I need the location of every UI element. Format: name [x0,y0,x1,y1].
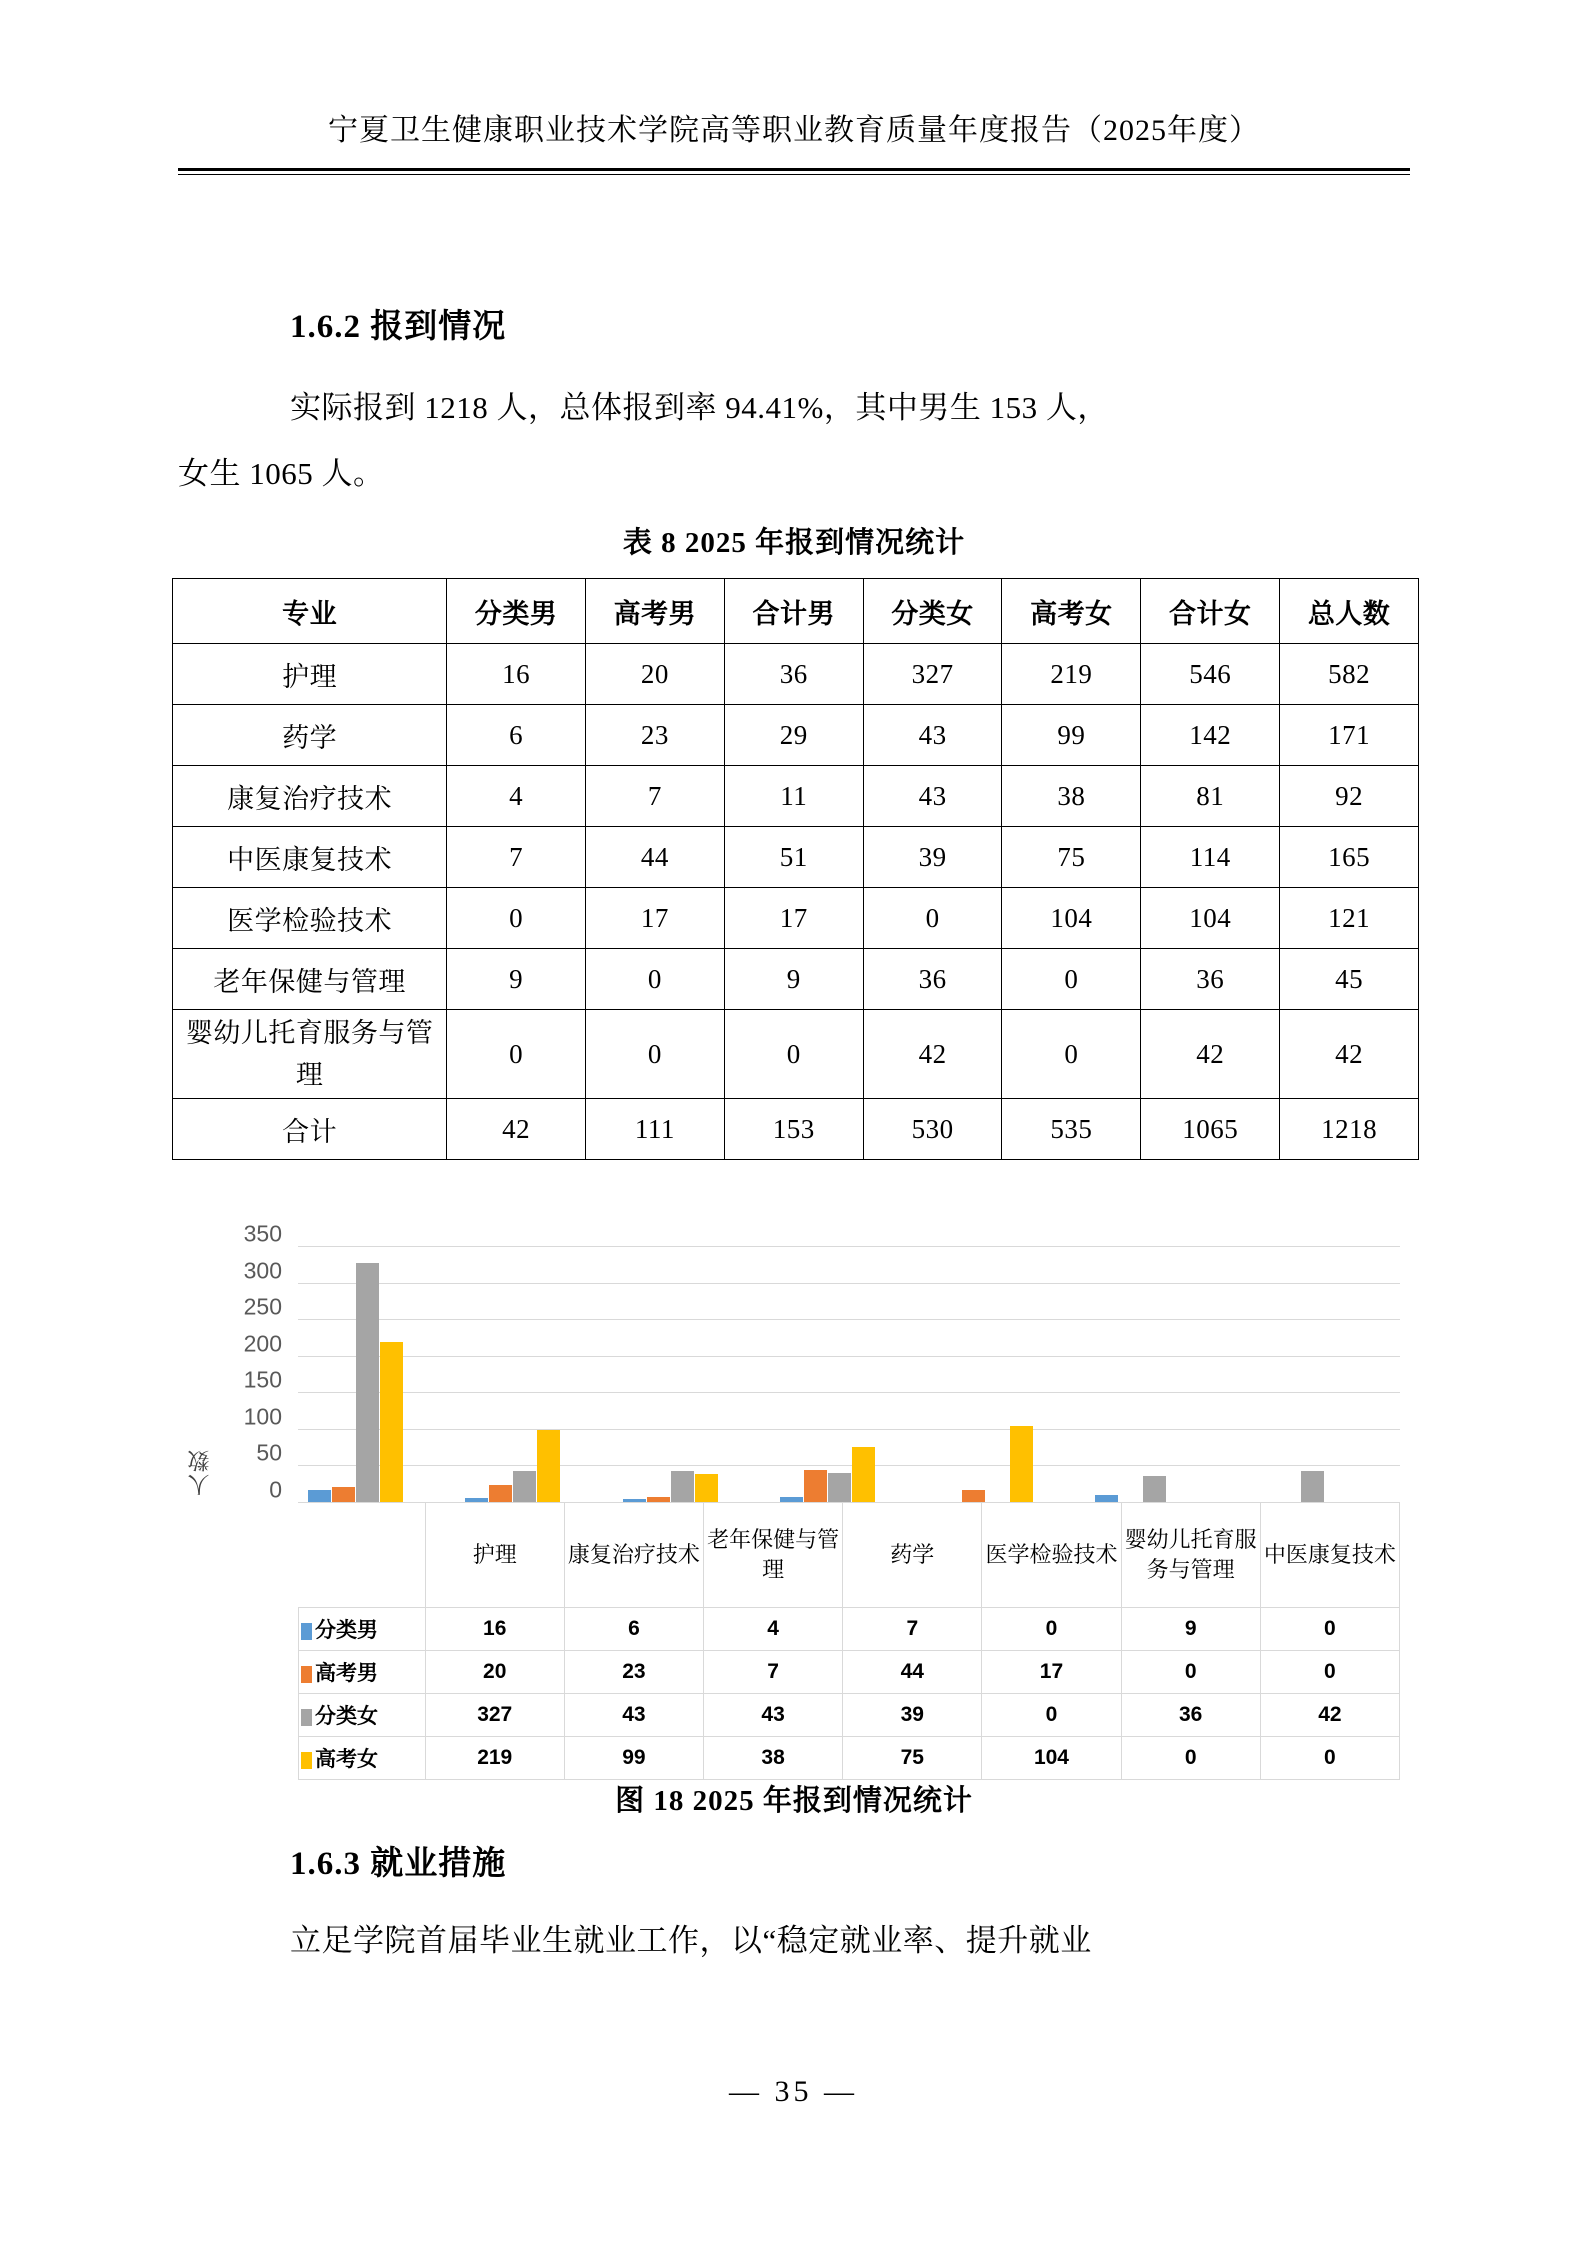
table-cell-value: 23 [586,705,725,766]
table-cell-value: 43 [863,766,1002,827]
table-cell-value: 114 [1141,827,1280,888]
table-cell-value: 171 [1280,705,1419,766]
figure-caption: 图 18 2025 年报到情况统计 [615,1785,973,1817]
running-header [178,112,1410,150]
table-cell-value: 0 [863,888,1002,949]
table-row [173,827,1419,888]
table-cell-value: 153 [724,1099,863,1160]
chart-data-cell: 9 [1121,1608,1260,1651]
table-cell-value: 0 [1002,1010,1141,1099]
chart-data-cell: 43 [564,1694,703,1737]
chart-data-cell: 4 [704,1608,843,1651]
table-cell-major: 婴幼儿托育服务与管理 [173,1010,447,1099]
table-cell-value: 11 [724,766,863,827]
chart-bar [804,1470,827,1502]
legend-swatch-icon [301,1709,312,1726]
table-cell-value: 0 [724,1010,863,1099]
table-8-container [172,578,1419,1160]
table-cell-value: 535 [1002,1099,1141,1160]
chart-bars-container [298,1246,1400,1502]
table-cell-value: 1218 [1280,1099,1419,1160]
chart-data-cell: 0 [1260,1608,1399,1651]
chart-data-cell: 17 [982,1651,1121,1694]
table-cell-value: 530 [863,1099,1002,1160]
table-cell-value: 51 [724,827,863,888]
chart-table-corner [299,1503,426,1608]
table-cell-value: 0 [447,888,586,949]
page-number: — 35 — [729,2075,858,2108]
table-cell-value: 45 [1280,949,1419,1010]
chart-category-group [1085,1246,1242,1502]
table-row [173,705,1419,766]
table-row [173,888,1419,949]
chart-category-group [613,1246,770,1502]
table-cell-value: 43 [863,705,1002,766]
running-header-text: 宁夏卫生健康职业技术学院高等职业教育质量年度报告（2025年度） [328,114,1260,147]
chart-data-cell: 0 [1260,1651,1399,1694]
table-cell-value: 36 [863,949,1002,1010]
table-col-header-1: 分类男 [447,579,586,644]
table-row [173,1099,1419,1160]
table-cell-major: 康复治疗技术 [173,766,447,827]
chart-data-cell: 36 [1121,1694,1260,1737]
chart-category-group [928,1246,1085,1502]
table-cell-value: 0 [447,1010,586,1099]
table-caption: 表 8 2025 年报到情况统计 [622,527,966,559]
chart-data-table [298,1502,1400,1780]
chart-bar [828,1473,851,1502]
table-row [173,1010,1419,1099]
chart-category-label: 康复治疗技术 [564,1503,703,1608]
table-cell-value: 42 [447,1099,586,1160]
table-row [173,644,1419,705]
chart-series-row [299,1737,1400,1780]
chart-series-rows [299,1608,1400,1780]
chart-series-row [299,1694,1400,1737]
table-cell-value: 92 [1280,766,1419,827]
table-col-header-3: 合计男 [724,579,863,644]
chart-data-cell: 38 [704,1737,843,1780]
legend-swatch-icon [301,1752,312,1769]
chart-bar [1095,1495,1118,1502]
table-header-row [173,579,1419,644]
chart-data-cell: 0 [1260,1737,1399,1780]
table-cell-value: 29 [724,705,863,766]
chart-legend-label: 分类男 [315,1619,378,1642]
chart-bar [513,1471,536,1502]
table-cell-value: 0 [586,949,725,1010]
chart-y-tick-label: 0 [269,1476,282,1503]
table-col-header-6: 合计女 [1141,579,1280,644]
chart-category-group [770,1246,927,1502]
chart-category-label: 老年保健与管理 [704,1503,843,1608]
table-cell-value: 81 [1141,766,1280,827]
table-cell-value: 111 [586,1099,725,1160]
section-heading-1-6-3: 1.6.3 就业措施 [290,1846,507,1882]
chart-bar [852,1447,875,1502]
chart-data-cell: 43 [704,1694,843,1737]
chart-category-group [298,1246,455,1502]
chart-data-cell: 20 [425,1651,564,1694]
chart-category-label: 药学 [843,1503,982,1608]
table-cell-value: 17 [724,888,863,949]
chart-data-cell: 16 [425,1608,564,1651]
chart-category-group [1243,1246,1400,1502]
chart-bar [489,1485,512,1502]
table-col-header-2: 高考男 [586,579,725,644]
chart-bar [962,1490,985,1502]
chart-data-cell: 0 [982,1694,1121,1737]
table-cell-value: 142 [1141,705,1280,766]
table-cell-value: 104 [1141,888,1280,949]
table-cell-major: 中医康复技术 [173,827,447,888]
chart-y-axis-ticks [180,1220,290,1503]
table-cell-value: 219 [1002,644,1141,705]
chart-y-tick-label: 200 [243,1330,282,1357]
chart-data-cell: 0 [1121,1737,1260,1780]
table-cell-value: 582 [1280,644,1419,705]
table-cell-value: 42 [863,1010,1002,1099]
table-cell-major: 合计 [173,1099,447,1160]
chart-category-label: 中医康复技术 [1260,1503,1399,1608]
table-cell-value: 42 [1141,1010,1280,1099]
chart-legend-item [299,1694,426,1737]
paragraph-2-line-1: 立足学院首届毕业生就业工作，以“稳定就业率、提升就业 [290,1923,1092,1958]
table-cell-value: 17 [586,888,725,949]
table-col-header-0: 专业 [173,579,447,644]
table-cell-value: 99 [1002,705,1141,766]
chart-bar [1010,1426,1033,1502]
paragraph-1-line-1: 实际报到 1218 人，总体报到率 94.41%，其中男生 153 人， [290,390,1109,425]
table-cell-value: 7 [447,827,586,888]
table-cell-major: 老年保健与管理 [173,949,447,1010]
chart-category-label: 医学检验技术 [982,1503,1121,1608]
table-cell-value: 44 [586,827,725,888]
table-cell-value: 9 [724,949,863,1010]
table-col-header-5: 高考女 [1002,579,1141,644]
legend-swatch-icon [301,1623,312,1640]
chart-data-cell: 39 [843,1694,982,1737]
chart-y-tick-label: 300 [243,1257,282,1284]
chart-legend-label: 分类女 [315,1705,378,1728]
chart-data-cell: 23 [564,1651,703,1694]
table-col-header-7: 总人数 [1280,579,1419,644]
chart-series-row [299,1651,1400,1694]
chart-y-tick-label: 100 [243,1403,282,1430]
chart-category-row [299,1503,1400,1608]
table-cell-value: 36 [1141,949,1280,1010]
table-cell-value: 42 [1280,1010,1419,1099]
header-rule-thin [178,174,1410,175]
table-cell-value: 75 [1002,827,1141,888]
chart-bar [332,1487,355,1502]
chart-data-cell: 219 [425,1737,564,1780]
table-cell-major: 药学 [173,705,447,766]
chart-data-table-container [298,1502,1400,1780]
paragraph-1-line-2: 女生 1065 人。 [178,456,385,491]
chart-data-cell: 327 [425,1694,564,1737]
table-cell-major: 医学检验技术 [173,888,447,949]
table-8 [172,578,1419,1160]
figure-18-chart [180,1212,1415,1772]
chart-category-label: 婴幼儿托育服务与管理 [1121,1503,1260,1608]
table-cell-major: 护理 [173,644,447,705]
table-cell-value: 6 [447,705,586,766]
chart-data-cell: 44 [843,1651,982,1694]
table-body [173,644,1419,1160]
table-cell-value: 0 [586,1010,725,1099]
chart-data-cell: 6 [564,1608,703,1651]
legend-swatch-icon [301,1666,312,1683]
table-row [173,949,1419,1010]
table-cell-value: 327 [863,644,1002,705]
chart-y-axis-title: 人数 [187,1448,212,1496]
chart-data-cell: 0 [982,1608,1121,1651]
chart-y-tick-label: 150 [243,1366,282,1393]
chart-series-row [299,1608,1400,1651]
chart-data-cell: 104 [982,1737,1121,1780]
table-cell-value: 1065 [1141,1099,1280,1160]
chart-y-tick-label: 250 [243,1293,282,1320]
table-cell-value: 121 [1280,888,1419,949]
table-col-header-4: 分类女 [863,579,1002,644]
chart-plot-area [298,1246,1400,1502]
chart-bar [380,1342,403,1502]
table-cell-value: 39 [863,827,1002,888]
header-rule-thick [178,168,1410,171]
table-cell-value: 38 [1002,766,1141,827]
chart-bar [356,1263,379,1502]
chart-legend-label: 高考男 [315,1662,378,1685]
table-cell-value: 165 [1280,827,1419,888]
chart-data-cell: 42 [1260,1694,1399,1737]
chart-legend-item [299,1608,426,1651]
table-cell-value: 104 [1002,888,1141,949]
section-heading-1-6-2: 1.6.2 报到情况 [290,309,507,345]
chart-bar [537,1430,560,1502]
chart-data-cell: 75 [843,1737,982,1780]
chart-data-cell: 99 [564,1737,703,1780]
table-cell-value: 4 [447,766,586,827]
chart-bar [695,1474,718,1502]
chart-bar [671,1471,694,1502]
chart-data-cell: 7 [843,1608,982,1651]
table-cell-value: 546 [1141,644,1280,705]
chart-y-tick-label: 50 [256,1439,282,1466]
chart-data-cell: 0 [1121,1651,1260,1694]
table-cell-value: 16 [447,644,586,705]
table-cell-value: 9 [447,949,586,1010]
table-row [173,766,1419,827]
chart-bar [1301,1471,1324,1502]
chart-category-group [455,1246,612,1502]
chart-bar [308,1490,331,1502]
table-cell-value: 20 [586,644,725,705]
chart-legend-item [299,1737,426,1780]
table-cell-value: 0 [1002,949,1141,1010]
chart-data-cell: 7 [704,1651,843,1694]
chart-y-tick-label: 350 [243,1220,282,1247]
chart-legend-label: 高考女 [315,1748,378,1771]
chart-legend-item [299,1651,426,1694]
chart-bar [1143,1476,1166,1502]
chart-category-label: 护理 [425,1503,564,1608]
table-cell-value: 36 [724,644,863,705]
table-cell-value: 7 [586,766,725,827]
